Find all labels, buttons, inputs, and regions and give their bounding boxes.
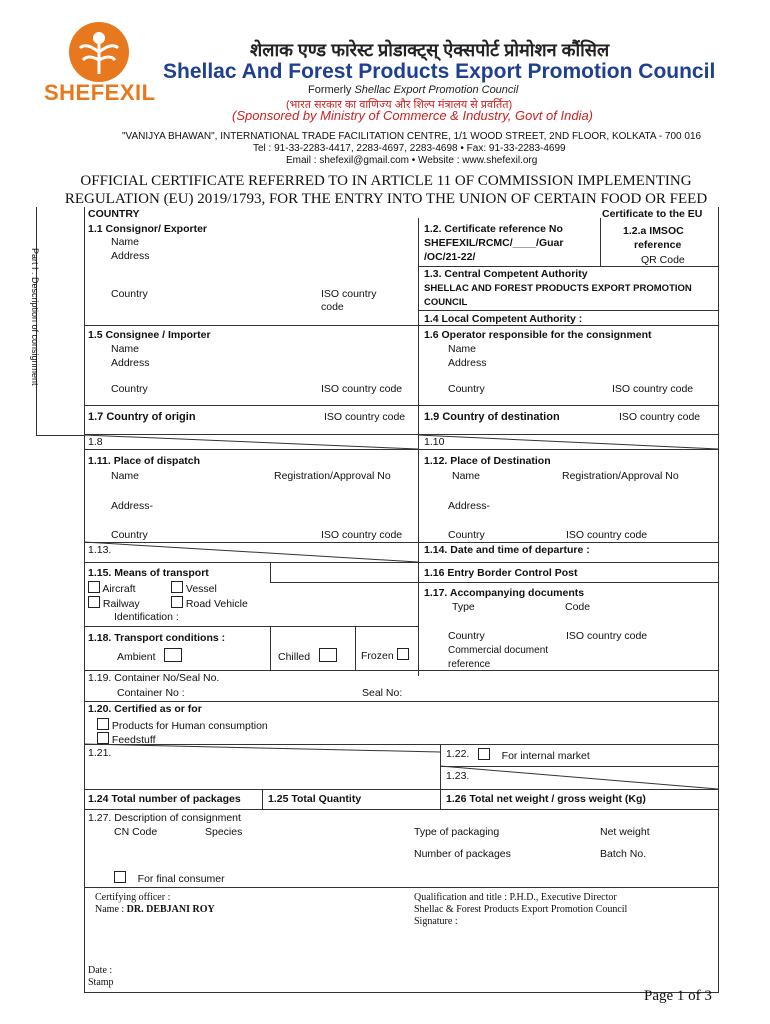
dispatch-name: Name [111,470,140,482]
operator-iso-code: ISO country code [612,383,694,395]
dispatch-address: Address- [111,500,154,512]
field-1-25-label: 1.25 Total Quantity [268,793,362,805]
field-1-23-label: 1.23. [446,770,470,782]
ambient-option[interactable] [117,648,182,664]
frozen-checkbox[interactable] [397,648,409,660]
field-1-7-label: 1.7 Country of origin [88,411,196,423]
field-1-19-label: 1.19. Container No/Seal No. [88,672,220,684]
qr-code-label: QR Code [641,254,685,266]
consignee-name: Name [111,343,140,355]
human-consumption-label: Products for Human consumption [111,720,268,732]
number-of-packages-label: Number of packages [414,848,511,860]
field-1-8-label: 1.8 [88,436,103,448]
stamp-label: Stamp [88,977,114,988]
internal-market-option[interactable] [478,748,590,763]
field-1-1-label: 1.1 Consignor/ Exporter [88,223,208,235]
identification-label: Identification : [114,611,179,623]
formerly-name: Shellac Export Promotion Council [354,84,519,96]
document-code: Code [565,601,591,613]
packaging-type-label: Type of packaging [414,826,500,838]
destination-place-iso-code: ISO country code [566,529,648,541]
field-1-10-label: 1.10 [424,436,445,448]
consignee-address: Address [111,357,150,369]
document-type: Type [452,601,475,613]
signature-label: Signature : [414,916,458,927]
cn-code-label: CN Code [114,826,158,838]
field-1-11-label: 1.11. Place of dispatch [88,455,201,467]
feedstuff-option[interactable] [97,732,156,747]
internal-market-checkbox[interactable] [478,748,490,760]
destination-iso-code: ISO country code [619,411,701,423]
field-1-9-label: 1.9 Country of destination [424,411,560,423]
batch-no-label: Batch No. [600,848,647,860]
field-1-24-label: 1.24 Total number of packages [88,793,241,805]
title-line-1: OFFICIAL CERTIFICATE REFERRED TO IN ARTICLE 11 OF COMMISSION IMPLEMENTING [80,173,692,189]
document-iso-code: ISO country code [566,630,648,642]
dispatch-registration: Registration/Approval No [274,470,391,482]
road-vehicle-checkbox[interactable] [171,596,183,608]
dispatch-country: Country [111,529,148,541]
destination-registration: Registration/Approval No [562,470,679,482]
country-header: COUNTRY [88,208,140,220]
qualification-line: Qualification and title : P.H.D., Executive Director [414,892,617,903]
final-consumer-option[interactable] [114,871,225,886]
operator-country: Country [448,383,485,395]
council-signature-line: Shellac & Forest Products Export Promotion Council [414,904,628,915]
human-consumption-option[interactable] [97,718,268,733]
logo-text: SHEFEXIL [44,80,156,105]
chilled-option[interactable] [278,648,337,664]
dispatch-iso-code: ISO country code [321,529,403,541]
operator-name: Name [448,343,477,355]
final-consumer-checkbox[interactable] [114,871,126,883]
document-country: Country [448,630,485,642]
origin-iso-code: ISO country code [324,411,406,423]
field-1-22-label: 1.22. [446,748,470,760]
address-line: "VANIJYA BHAWAN", INTERNATIONAL TRADE FACILITATION CENTRE, 1/1 WOOD STREET, 2ND FLOOR, KOLKATA - 700 016 [122,131,702,142]
commercial-document-label: Commercial document [448,645,549,656]
destination-name: Name [452,470,481,482]
operator-address: Address [448,357,487,369]
chilled-checkbox[interactable] [319,648,337,662]
title-line-2: REGULATION (EU) 2019/1793, FOR THE ENTRY INTO THE UNION OF CERTAIN FOOD OR FEED [64,191,708,207]
field-1-15-label: 1.15. Means of transport [88,567,209,579]
frozen-option[interactable] [361,648,409,663]
field-1-27-label: 1.27. Description of consignment [88,812,241,824]
officer-name-label: Name : [95,904,125,915]
frozen-label: Frozen [361,650,394,662]
officer-name: DR. DEBJANI ROY [126,904,215,915]
field-1-13-label: 1.13. [88,544,112,556]
field-1-14-label: 1.14. Date and time of departure : [424,544,590,556]
railway-checkbox[interactable] [88,596,100,608]
ambient-label: Ambient [117,651,156,663]
consignor-iso-code [321,288,376,314]
officer-name-line [95,904,215,915]
iso-code-line-2: code [321,301,344,313]
sponsor-line: (Sponsored by Ministry of Commerce & Industry, Govt of India) [232,108,594,123]
field-1-5-label: 1.5 Consignee / Importer [88,329,211,341]
field-1-2-label: 1.2. Certificate reference No [424,223,563,235]
consignee-iso-code: ISO country code [321,383,403,395]
field-1-20-label: 1.20. Certified as or for [88,703,202,715]
container-no-label: Container No : [117,687,185,699]
field-1-3-label: 1.3. Central Competent Authority [424,268,588,280]
commercial-document-reference: reference [448,659,491,670]
field-1-21-label: 1.21. [88,747,112,759]
telephone-line: Tel : 91-33-2283-4417, 2283-4697, 2283-4698 • Fax: 91-33-2283-4699 [253,143,566,154]
final-consumer-label: For final consumer [137,873,225,885]
certificate-eu-header: Certificate to the EU [602,208,703,220]
certifying-officer-label: Certifying officer : [95,892,171,903]
consignor-address: Address [111,250,150,262]
hindi-council-name: शेलाक एण्ड फारेस्ट प्रोडाक्ट्स् ऐक्सपोर्ट प्रोमोशन कौंसिल [250,40,610,60]
formerly-prefix: Formerly [308,84,352,96]
species-label: Species [205,826,243,838]
iso-code-line-1: ISO country [321,288,377,300]
page-number: Page 1 of 3 [644,988,712,1004]
railway-label: Railway [102,598,140,610]
part-one-side-label: Part I : Description of consignment [30,248,40,386]
vessel-option[interactable] [171,581,217,596]
vessel-label: Vessel [185,583,217,595]
certificate-reference: SHEFEXIL/RCMC/____/Guar [424,237,564,249]
imsoc-label: 1.2.a IMSOC [623,225,684,237]
road-vehicle-label: Road Vehicle [185,598,248,610]
vessel-checkbox[interactable] [171,581,183,593]
feedstuff-label: Feedstuff [111,734,156,746]
central-authority-line-1: SHELLAC AND FOREST PRODUCTS EXPORT PROMOTION [424,283,692,294]
field-1-16-label: 1.16 Entry Border Control Post [424,567,578,579]
ambient-checkbox[interactable] [164,648,182,662]
aircraft-option[interactable] [88,581,136,596]
chilled-label: Chilled [278,651,311,663]
field-1-6-label: 1.6 Operator responsible for the consignment [424,329,652,341]
field-1-4-label: 1.4 Local Competent Authority : [424,313,583,325]
imsoc-reference: reference [634,239,682,251]
hindi-sponsor: (भारत सरकार का वाणिज्य और शिल्प मंत्रालय से प्रवर्तित) [286,99,513,111]
feedstuff-checkbox[interactable] [97,732,109,744]
consignor-name: Name [111,236,140,248]
certificate-reference-suffix: /OC/21-22/ [424,251,476,263]
email-line: Email : shefexil@gmail.com • Website : www.shefexil.org [286,155,538,166]
aircraft-label: Aircraft [102,583,136,595]
date-label: Date : [88,965,113,976]
field-1-17-label: 1.17. Accompanying documents [424,587,585,599]
human-consumption-checkbox[interactable] [97,718,109,730]
field-1-18-label: 1.18. Transport conditions : [88,632,226,644]
destination-country: Country [448,529,485,541]
destination-address: Address- [448,500,491,512]
central-authority-line-2: COUNCIL [424,297,468,308]
net-weight-label: Net weight [600,826,650,838]
field-1-26-label: 1.26 Total net weight / gross weight (Kg) [446,793,646,805]
field-1-12-label: 1.12. Place of Destination [424,455,551,467]
consignor-country: Country [111,288,148,300]
road-vehicle-option[interactable] [171,596,248,611]
internal-market-label: For internal market [501,750,590,762]
seal-no-label: Seal No: [362,687,403,699]
consignee-country: Country [111,383,148,395]
council-name: Shellac And Forest Products Export Promotion Council [163,60,716,83]
aircraft-checkbox[interactable] [88,581,100,593]
railway-option[interactable] [88,596,140,611]
